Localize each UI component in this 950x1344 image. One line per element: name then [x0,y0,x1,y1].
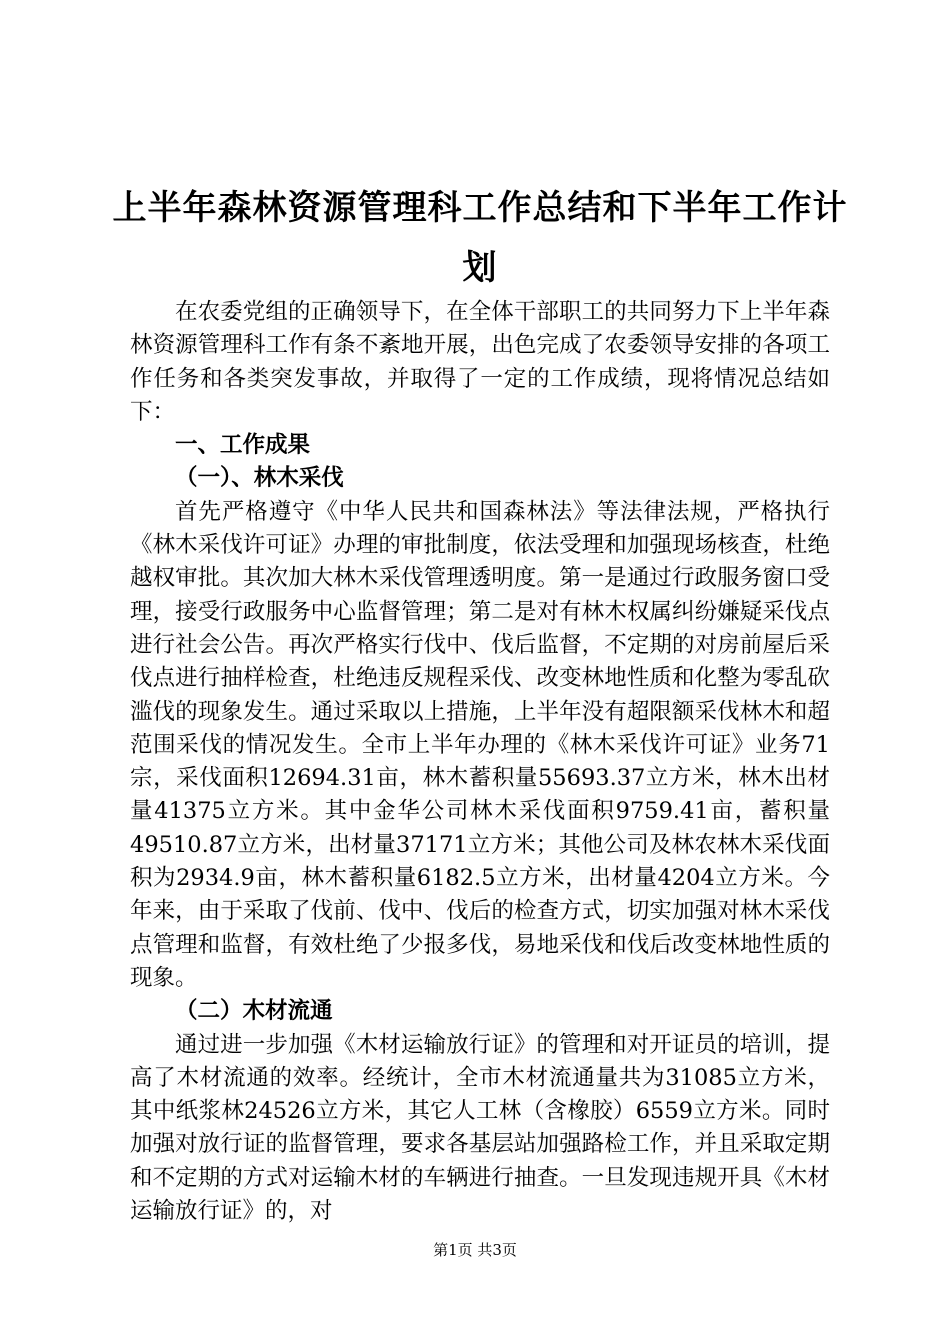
timber-harvest-paragraph: 首先严格遵守《中华人民共和国森林法》等法律法规，严格执行《林木采伐许可证》办理的审批制度，依法受理和加强现场核查，杜绝越权审批。其次加大林木采伐管理透明度。第一是通过行政服务窗口受理，接受行政服务中心监督管理；第二是对有林木权属纠纷嫌疑采伐点进行社会公告。再次严格实行伐中、伐后监督，不定期的对房前屋后采伐点进行抽样检查，杜绝违反规程采伐、改变林地性质和化整为零乱砍滥伐的现象发生。通过采取以上措施，上半年没有超限额采伐林木和超范围采伐的情况发生。全市上半年办理的《林木采伐许可证》业务71宗，采伐面积12694.31亩，林木蓄积量55693.37立方米，林木出材量41375立方米。其中金华公司林木采伐面积9759.41亩，蓄积量49510.87立方米，出材量37171立方米；其他公司及林农林木采伐面积为2934.9亩，林木蓄积量6182.5立方米，出材量4204立方米。今年来，由于采取了伐前、伐中、伐后的检查方式，切实加强对林木采伐点管理和监督，有效杜绝了少报多伐，易地采伐和伐后改变林地性质的现象。 [130,498,830,991]
section-heading-work-results: 一、工作成果 [175,432,311,459]
subsection-heading-timber-harvest: （一）、林木采伐 [175,465,344,492]
document-body [130,296,830,1228]
document-title: 上半年森林资源管理科工作总结和下半年工作计划 [112,188,848,288]
timber-circulation-paragraph: 通过进一步加强《木材运输放行证》的管理和对开证员的培训，提高了木材流通的效率。经统计，全市木材流通量共为31085立方米，其中纸浆林24526立方米，其它人工林（含橡胶）6559立方米。同时加强对放行证的监督管理，要求各基层站加强路检工作，并且采取定期和不定期的方式对运输木材的车辆进行抽查。一旦发现违规开具《木材运输放行证》的，对 [130,1031,830,1225]
subsection-heading-timber-circulation: （二）木材流通 [175,998,333,1025]
intro-paragraph: 在农委党组的正确领导下，在全体干部职工的共同努力下上半年森林资源管理科工作有条不紊地开展，出色完成了农委领导安排的各项工作任务和各类突发事故，并取得了一定的工作成绩，现将情况总结如下： [130,299,830,425]
page-footer: 第1页 共3页 [433,1241,517,1259]
